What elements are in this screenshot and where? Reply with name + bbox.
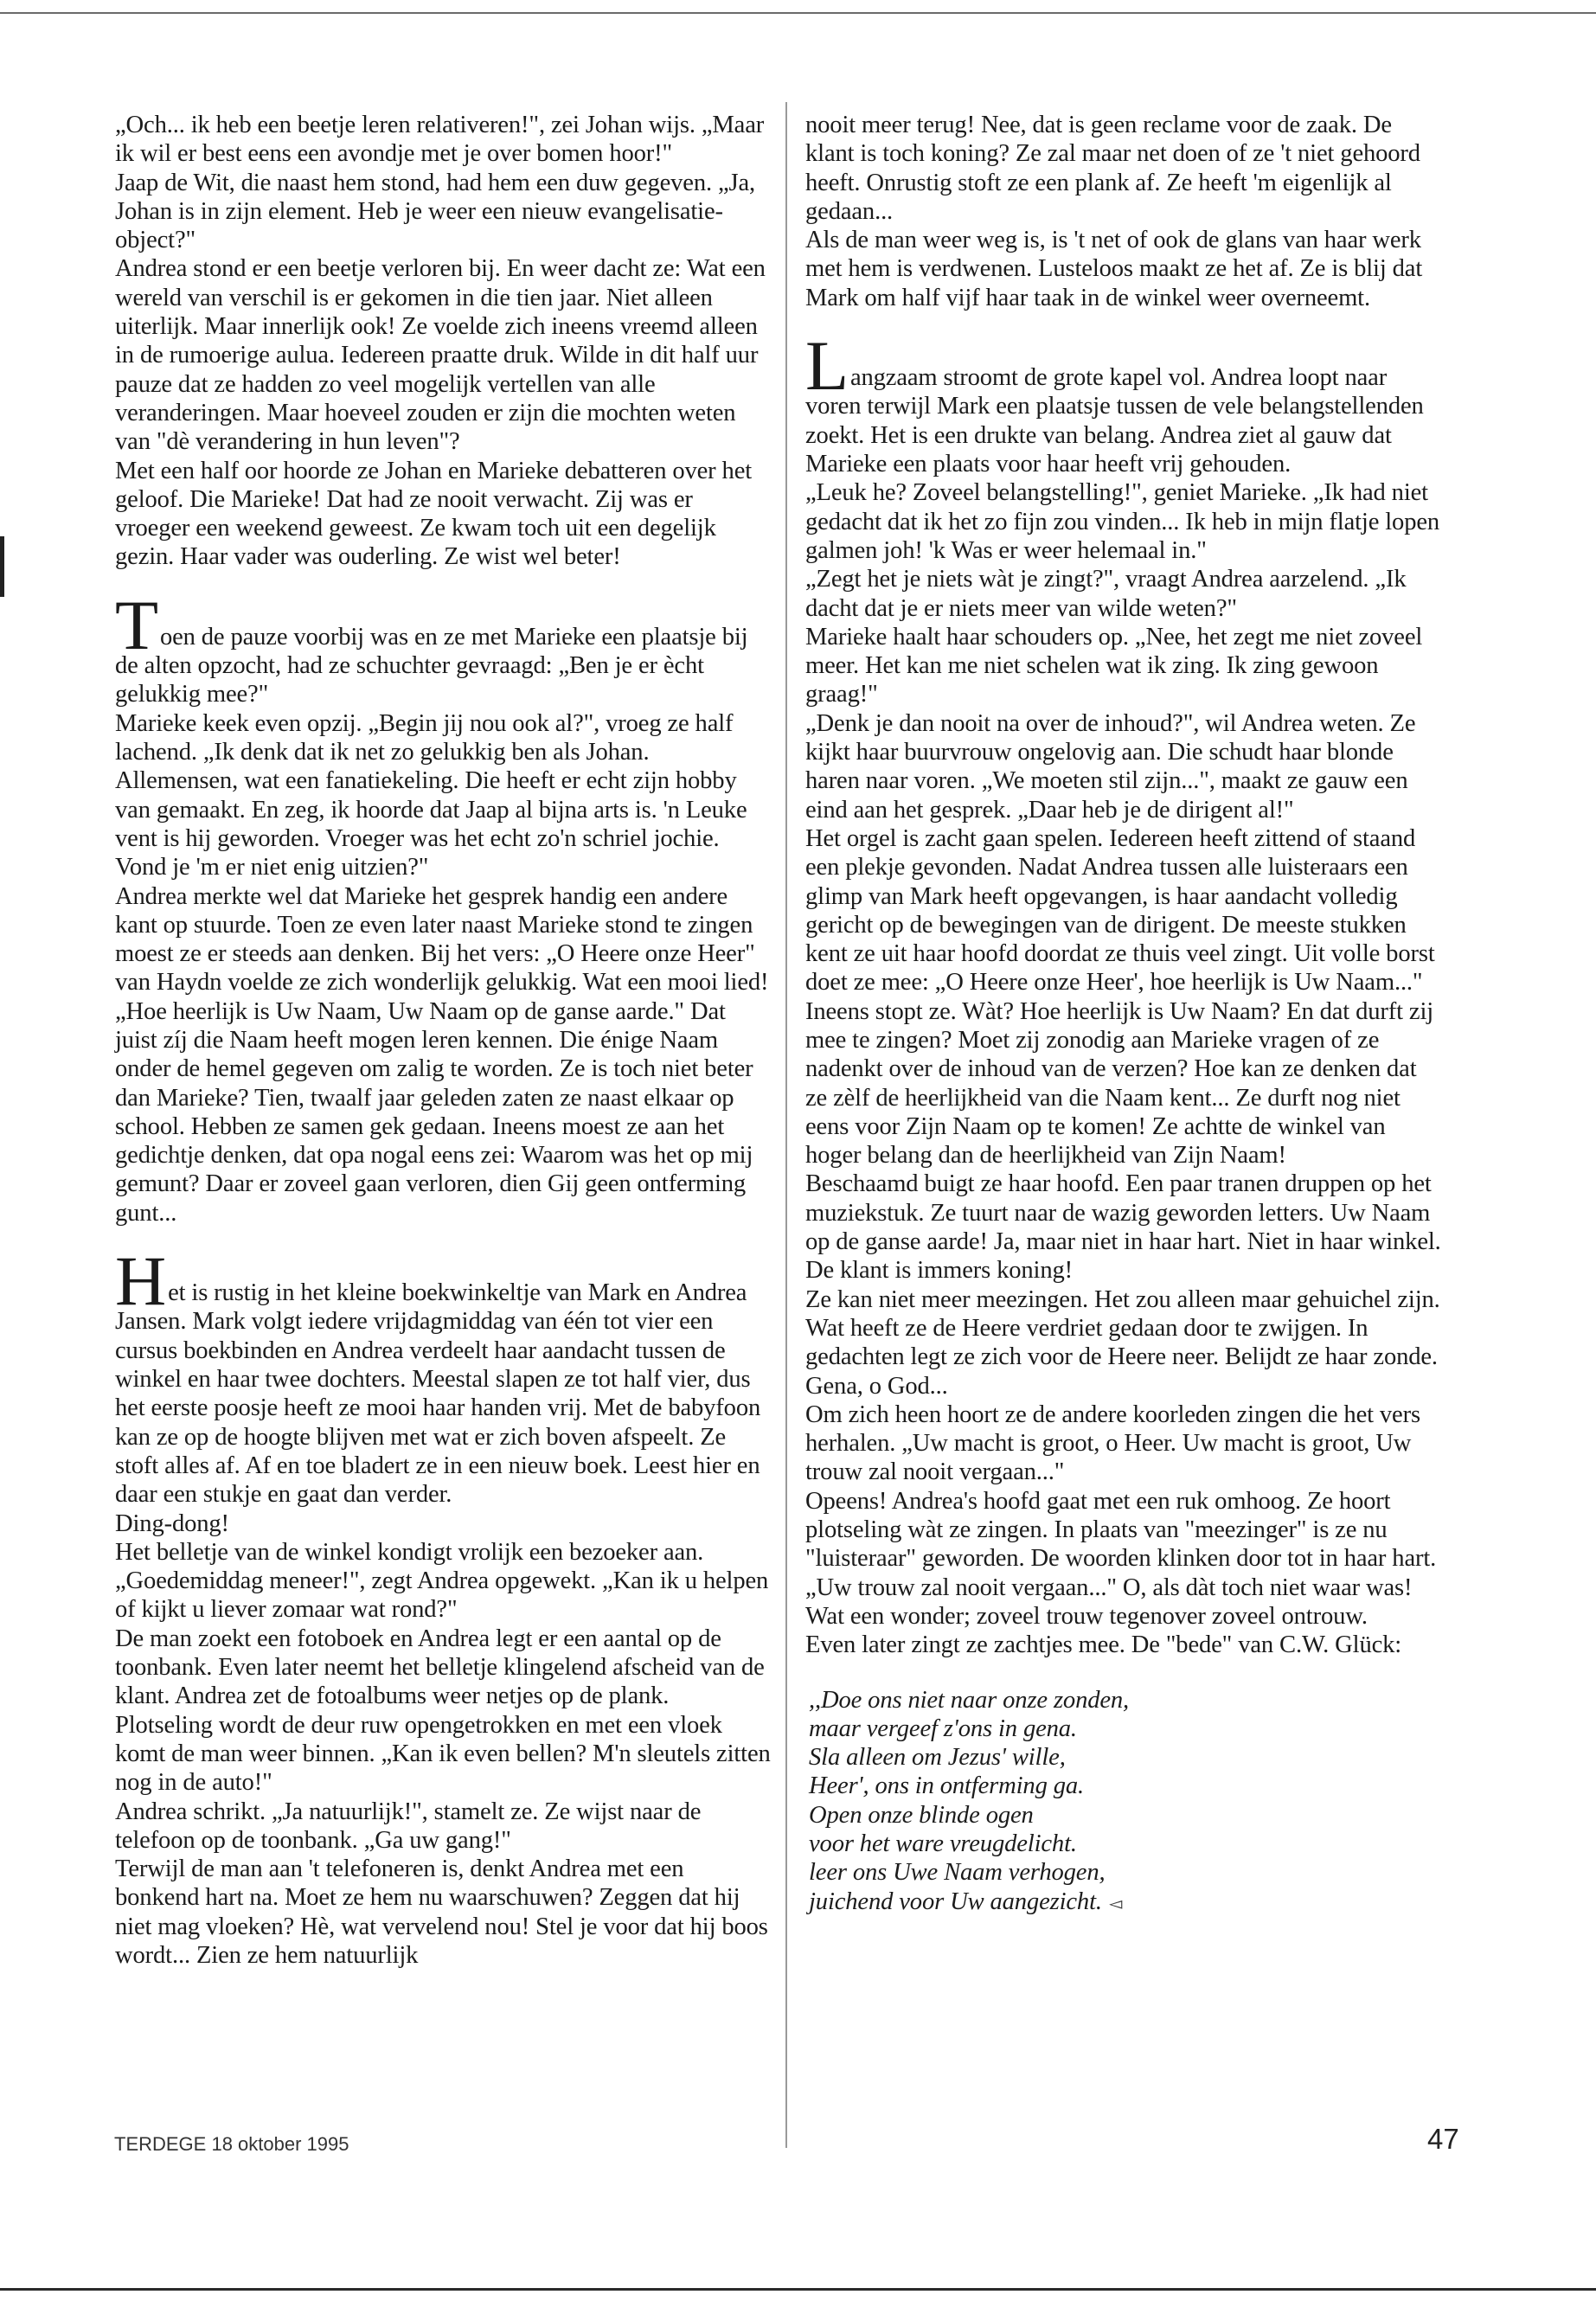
paragraph: De man zoekt een fotoboek en Andrea legt er een aantal op de toonbank. Even later neemt het belletje klingelend afscheid van de klant. Andrea zet de fotoalbums weer netjes op de plank. Plotseling wordt de deur ruw opengetrokken en met een vloek komt de man weer binnen. „Kan ik even bellen? M'n sleutels zitten nog in de auto!" <box>115 1625 771 1797</box>
paragraph-text: angzaam stroomt de grote kapel vol. Andrea loopt naar voren terwijl Mark een plaatsje tussen de vele belangstellenden zoekt. Het is een drukte van belang. Andrea ziet al gauw dat Marieke een plaats voor haar heeft vrij gehouden. <box>805 364 1424 478</box>
top-rule <box>0 12 1596 14</box>
left-column <box>115 111 771 1970</box>
poem-line-text: juichend voor Uw aangezicht. <box>809 1888 1102 1915</box>
paragraph-text: et is rustig in het kleine boekwinkeltje van Mark en Andrea Jansen. Mark volgt iedere vrijdagmiddag van één tot vier een cursus boekbinden en Andrea verdeelt haar aandacht tussen de winkel en haar twee dochters. Meestal slapen ze tot half vier, dus het eerste poosje heeft ze mooi haar handen vrij. Met de babyfoon kan ze op de hoogte blijven met wat er zich boven afspeelt. Ze stoft alles af. Af en toe bladert ze in een nieuw boek. Leest hier en daar een stukje en gaat dan verder. <box>115 1279 761 1509</box>
paragraph: „Leuk he? Zoveel belangstelling!", geniet Marieke. „Ik had niet gedacht dat ik het zo fijn zou vinden... Ik heb in mijn flatje lopen galmen joh! 'k Was er weer helemaal in." <box>805 479 1440 564</box>
paragraph: Beschaamd buigt ze haar hoofd. Een paar tranen druppen op het muziekstuk. Ze tuurt naar de wazig geworden letters. Uw Naam op de ganse aarde! Ja, maar niet in haar hart. Niet in haar winkel. De klant is immers koning! <box>805 1170 1441 1285</box>
paragraph: „Och... ik heb een beetje leren relativeren!", zei Johan wijs. „Maar ik wil er best eens een avondje met je over bomen hoor!" <box>115 112 765 168</box>
paragraph: Marieke keek even opzij. „Begin jij nou ook al?", vroeg ze half lachend. „Ik denk dat ik net zo gelukkig ben als Johan. Allemensen, wat een fanatiekeling. Die heeft er echt zijn hobby van gemaakt. En zeg, ik hoorde dat Jaap al bijna arts is. 'n Leuke vent is hij geworden. Vroeger was het echt zo'n schriel jochie. Vond je 'm er niet enig uitzien?" <box>115 709 747 881</box>
end-of-article-icon: ◅ <box>1108 1894 1123 1913</box>
paragraph: Terwijl de man aan 't telefoneren is, denkt Andrea met een bonkend hart na. Moet ze hem nu waarschuwen? Zeggen dat hij niet mag vloeken? Hè, wat vervelend nou! Stel je voor dat hij boos wordt... Zien ze hem natuurlijk <box>115 1856 768 1969</box>
paragraph: Jaap de Wit, die naast hem stond, had hem een duw gegeven. „Ja, Johan is in zijn element. Heb je weer een nieuw evangelisatie-object?" <box>115 169 756 254</box>
paragraph: Even later zingt ze zachtjes mee. De "bede" van C.W. Glück: <box>805 1631 1402 1659</box>
poem-block <box>805 1686 1443 1919</box>
paragraph: „Zegt het je niets wàt je zingt?", vraagt Andrea aarzelend. „Ik dacht dat je er niets meer van wilde weten?" <box>805 566 1407 622</box>
column-divider <box>785 102 787 2148</box>
section-opening-paragraph <box>115 585 771 709</box>
drop-cap: H <box>115 1241 167 1321</box>
poem-line: leer ons Uwe Naam verhogen, <box>809 1859 1106 1887</box>
poem-line: Heer', ons in ontferming ga. <box>809 1772 1085 1800</box>
poem-line: ,,Doe ons niet naar onze zonden, <box>809 1686 1130 1714</box>
paragraph: nooit meer terug! Nee, dat is geen reclame voor de zaak. De klant is toch koning? Ze zal maar net doen of ze 't niet gehoord heeft. Onrustig stoft ze een plank af. Ze heeft 'm eigenlijk al gedaan... <box>805 112 1420 225</box>
section-opening-paragraph <box>115 1241 771 1509</box>
paragraph: „Denk je dan nooit na over de inhoud?", wil Andrea weten. Ze kijkt haar buurvrouw ongelovig aan. Die schudt haar blonde haren naar voren. „We moeten stil zijn...", maakt ze gauw een eind aan het gesprek. „Daar heb je de dirigent al!" <box>805 709 1416 824</box>
paragraph: Marieke haalt haar schouders op. „Nee, het zegt me niet zoveel meer. Het kan me niet schelen wat ik zing. Ik zing gewoon graag!" <box>805 623 1423 708</box>
bottom-rule <box>0 2288 1596 2291</box>
right-column <box>805 111 1443 1919</box>
poem-line: Open onze blinde ogen <box>809 1801 1034 1829</box>
footer-publication: TERDEGE 18 oktober 1995 <box>114 2133 349 2155</box>
paragraph: Ze kan niet meer meezingen. Het zou alleen maar gehuichel zijn. Wat heeft ze de Heere verdriet gedaan door te zwijgen. In gedachten legt ze zich voor de Heere neer. Belijdt ze haar zonde. Gena, o God... <box>805 1285 1440 1400</box>
paragraph: Om zich heen hoort ze de andere koorleden zingen die het vers herhalen. „Uw macht is groot, o Heer. Uw macht is groot, Uw trouw zal nooit vergaan..." <box>805 1400 1420 1486</box>
poem-line: voor het ware vreugdelicht. <box>809 1830 1077 1858</box>
poem-line: maar vergeef z'ons in gena. <box>809 1715 1077 1742</box>
drop-cap: L <box>805 326 849 406</box>
binding-edge-mark <box>0 536 4 597</box>
paragraph: Met een half oor hoorde ze Johan en Marieke debatteren over het geloof. Die Marieke! Dat had ze nooit verwacht. Zij was er vroeger een weekend geweest. Ze kwam toch uit een degelijk gezin. Haar vader was ouderling. Ze wist wel beter! <box>115 457 753 571</box>
drop-cap: T <box>115 585 158 664</box>
paragraph-text: oen de pauze voorbij was en ze met Marieke een plaatsje bij de alten opzocht, had ze schuchter gevraagd: „Ben je er ècht gelukkig mee?" <box>115 623 748 708</box>
section-opening-paragraph <box>805 326 1443 478</box>
page-number: 47 <box>1427 2123 1459 2155</box>
paragraph: Het belletje van de winkel kondigt vrolijk een bezoeker aan. „Goedemiddag meneer!", zegt Andrea opgewekt. „Kan ik u helpen of kijkt u liever zomaar wat rond?" <box>115 1538 769 1624</box>
poem-line: Sla alleen om Jezus' wille, <box>809 1744 1066 1772</box>
poem-line-last <box>809 1888 1443 1919</box>
paragraph: „Uw trouw zal nooit vergaan..." O, als dàt toch niet waar was! Wat een wonder; zoveel trouw tegenover zoveel ontrouw. <box>805 1574 1413 1630</box>
paragraph: Als de man weer weg is, is 't net of ook de glans van haar werk met hem is verdwenen. Lusteloos maakt ze het af. Ze is blij dat Mark om half vijf haar taak in de winkel weer overneemt. <box>805 227 1423 311</box>
paragraph: Het orgel is zacht gaan spelen. Iedereen heeft zittend of staand een plekje gevonden. Nadat Andrea tussen alle luisteraars een glimp van Mark heeft opgevangen, is haar aandacht volledig gericht op de bewegingen van de dirigent. De meeste stukken kent ze uit haar hoofd doordat ze thuis veel zingt. Uit volle borst doet ze mee: „O Heere onze Heer', hoe heerlijk is Uw Naam..." Ineens stopt ze. Wàt? Hoe heerlijk is Uw Naam? En dat durft zij mee te zingen? Moet zij zonodig aan Marieke vragen of ze nadenkt over de inhoud van de verzen? Hoe kan ze denken dat ze zèlf de heerlijkheid van die Naam kent... Ze durft nog niet eens voor Zijn Naam op te komen! Ze achtte de winkel van hoger belang dan de heerlijkheid van Zijn Naam! <box>805 824 1435 1170</box>
paragraph: Andrea merkte wel dat Marieke het gesprek handig een andere kant op stuurde. Toen ze even later naast Marieke stond te zingen moest ze er steeds aan denken. Bij het vers: „O Heere onze Heer" van Haydn voelde ze zich wonderlijk gelukkig. Wat een mooi lied! „Hoe heerlijk is Uw Naam, Uw Naam op de ganse aarde." Dat juist zíj die Naam heeft mogen leren kennen. Die énige Naam onder de hemel gegeven om zalig te worden. Ze is toch niet beter dan Marieke? Tien, twaalf jaar geleden zaten ze naast elkaar op school. Hebben ze samen gek gedaan. Ineens moest ze aan het gedichtje denken, dat opa nogal eens zei: Waarom was het op mij gemunt? Daar er zoveel gaan verloren, dien Gij geen ontferming gunt... <box>115 882 769 1227</box>
paragraph: Opeens! Andrea's hoofd gaat met een ruk omhoog. Ze hoort plotseling wàt ze zingen. In plaats van "meezinger" is ze nu "luisteraar" geworden. De woorden klinken door tot in haar hart. <box>805 1487 1437 1573</box>
paragraph: Andrea schrikt. „Ja natuurlijk!", stamelt ze. Ze wijst naar de telefoon op de toonbank. „Ga uw gang!" <box>115 1798 702 1854</box>
paragraph: Ding-dong! <box>115 1509 229 1537</box>
paragraph: Andrea stond er een beetje verloren bij. En weer dacht ze: Wat een wereld van verschil is er gekomen in die tien jaar. Niet alleen uiterlijk. Maar innerlijk ook! Ze voelde zich ineens vreemd alleen in de rumoerige aulua. Iedereen praatte druk. Wilde in dit half uur pauze dat ze hadden zo veel mogelijk vertellen van alle veranderingen. Maar hoeveel zouden er zijn die mochten weten van "dè verandering in hun leven"? <box>115 255 766 456</box>
